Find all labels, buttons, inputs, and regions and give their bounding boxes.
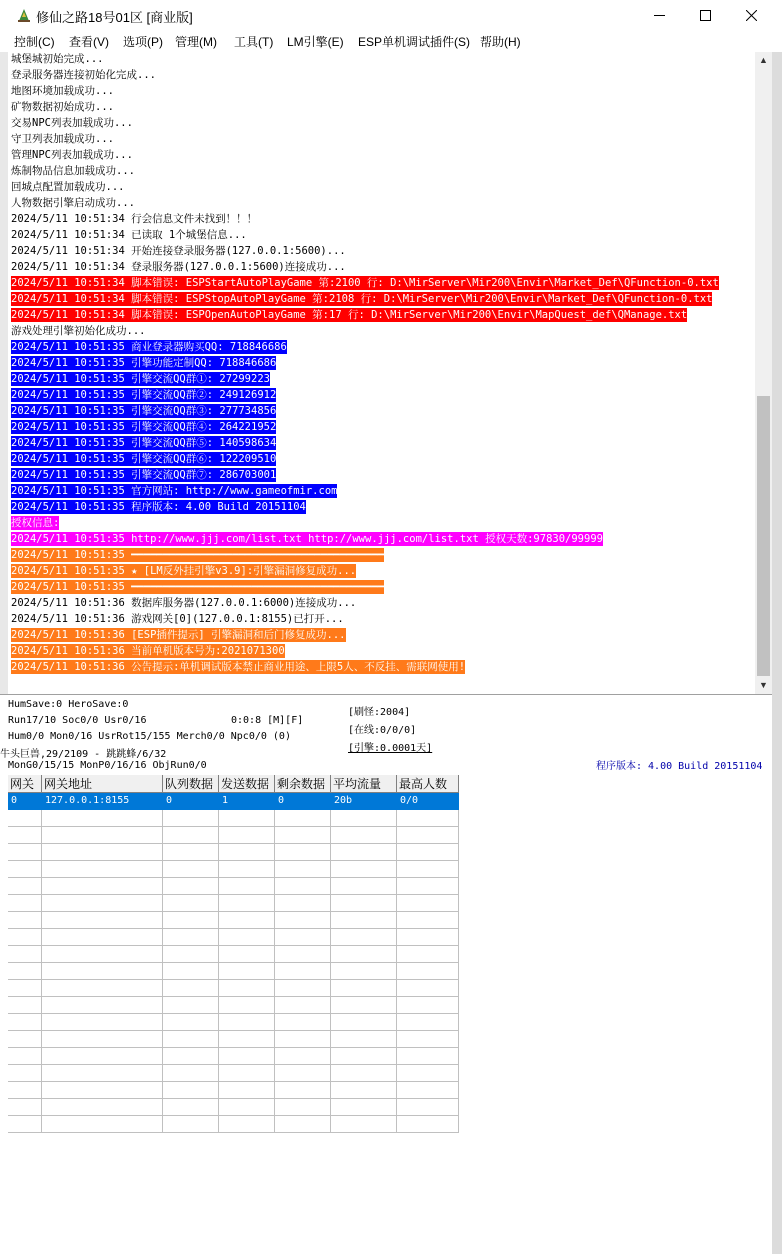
log-line: 管理NPC列表加载成功... bbox=[11, 149, 133, 161]
table-row[interactable] bbox=[8, 1116, 459, 1133]
log-line: 地图环境加载成功... bbox=[11, 85, 114, 97]
table-cell bbox=[42, 1082, 163, 1099]
table-cell bbox=[163, 844, 219, 861]
table-cell bbox=[163, 878, 219, 895]
table-cell bbox=[8, 946, 42, 963]
table-cell bbox=[397, 1099, 459, 1116]
menu-help[interactable]: 帮助(H) bbox=[480, 35, 521, 49]
table-row[interactable] bbox=[8, 1048, 459, 1065]
table-cell: 0 bbox=[163, 793, 219, 810]
table-cell bbox=[331, 912, 397, 929]
table-cell bbox=[397, 1082, 459, 1099]
table-cell bbox=[219, 980, 275, 997]
table-cell bbox=[219, 997, 275, 1014]
table-cell bbox=[219, 1065, 275, 1082]
column-header[interactable]: 最高人数 bbox=[397, 775, 459, 793]
scroll-down-icon[interactable]: ▼ bbox=[759, 680, 768, 690]
log-line: 守卫列表加载成功... bbox=[11, 133, 114, 145]
table-row[interactable] bbox=[8, 1014, 459, 1031]
table-cell bbox=[8, 861, 42, 878]
table-cell: 127.0.0.1:8155 bbox=[42, 793, 163, 810]
table-cell bbox=[8, 929, 42, 946]
table-cell bbox=[8, 963, 42, 980]
table-cell bbox=[219, 878, 275, 895]
table-cell bbox=[8, 844, 42, 861]
table-cell bbox=[8, 1014, 42, 1031]
table-cell bbox=[275, 1099, 331, 1116]
table-cell bbox=[42, 1116, 163, 1133]
menu-manage[interactable]: 管理(M) bbox=[175, 35, 217, 49]
table-cell bbox=[219, 810, 275, 827]
close-icon bbox=[746, 10, 757, 21]
log-line: 2024/5/11 10:51:35 引擎交流QQ群②: 249126912 bbox=[11, 389, 277, 401]
table-cell bbox=[275, 861, 331, 878]
table-cell bbox=[219, 844, 275, 861]
table-cell bbox=[163, 861, 219, 878]
close-button[interactable] bbox=[728, 0, 774, 30]
table-cell bbox=[42, 912, 163, 929]
table-cell bbox=[8, 895, 42, 912]
table-cell bbox=[163, 895, 219, 912]
status-monster: 牛头巨兽,29/2109 - 跳跳蜂/6/32 bbox=[0, 749, 167, 760]
log-line: 2024/5/11 10:51:35 引擎交流QQ群⑦: 286703001 bbox=[11, 469, 277, 481]
table-cell bbox=[8, 997, 42, 1014]
table-cell bbox=[42, 1048, 163, 1065]
table-cell bbox=[397, 827, 459, 844]
table-cell bbox=[42, 963, 163, 980]
table-row[interactable] bbox=[8, 946, 459, 963]
table-cell bbox=[42, 980, 163, 997]
table-cell: 0 bbox=[275, 793, 331, 810]
log-scrollbar[interactable] bbox=[755, 52, 772, 694]
table-cell bbox=[163, 929, 219, 946]
status-engine: [引擎:0.0001天] bbox=[348, 743, 433, 754]
table-cell bbox=[219, 929, 275, 946]
table-cell bbox=[8, 810, 42, 827]
table-row[interactable] bbox=[8, 997, 459, 1014]
table-cell bbox=[8, 912, 42, 929]
table-cell bbox=[397, 878, 459, 895]
table-cell bbox=[275, 1116, 331, 1133]
log-line: 2024/5/11 10:51:35 引擎交流QQ群⑥: 122209510 bbox=[11, 453, 277, 465]
table-cell bbox=[8, 1048, 42, 1065]
table-cell bbox=[397, 1048, 459, 1065]
table-cell: 0 bbox=[8, 793, 42, 810]
log-line: 授权信息: bbox=[11, 517, 60, 529]
table-row[interactable] bbox=[8, 844, 459, 861]
log-line: 2024/5/11 10:51:35 http://www.jjj.com/list.txt http://www.jjj.com/list.txt 授权天数:97830/99999 bbox=[11, 533, 603, 545]
table-cell bbox=[219, 1031, 275, 1048]
table-row[interactable] bbox=[8, 1082, 459, 1099]
table-cell bbox=[163, 997, 219, 1014]
column-header[interactable]: 发送数据 bbox=[219, 775, 275, 793]
table-cell bbox=[275, 810, 331, 827]
column-header[interactable]: 剩余数据 bbox=[275, 775, 331, 793]
table-cell bbox=[219, 1116, 275, 1133]
log-line: 2024/5/11 10:51:34 行会信息文件未找到！！！ bbox=[11, 213, 258, 225]
table-row[interactable] bbox=[8, 912, 459, 929]
log-line: 2024/5/11 10:51:34 已读取 1个城堡信息... bbox=[11, 229, 247, 241]
table-cell bbox=[275, 929, 331, 946]
status-save: HumSave:0 HeroSave:0 bbox=[8, 699, 129, 710]
table-cell bbox=[219, 912, 275, 929]
column-header[interactable]: 网关 bbox=[8, 775, 42, 793]
table-cell: 20b bbox=[331, 793, 397, 810]
table-cell bbox=[163, 980, 219, 997]
table-cell bbox=[219, 1014, 275, 1031]
table-cell bbox=[8, 1082, 42, 1099]
table-cell bbox=[275, 980, 331, 997]
log-line: 2024/5/11 10:51:35 ━━━━━━━━━━━━━━━━━━━━━━━━━━━━━━━━━━━━━━━━ bbox=[11, 581, 384, 593]
column-header[interactable]: 队列数据 bbox=[163, 775, 219, 793]
table-cell bbox=[397, 844, 459, 861]
log-line: 2024/5/11 10:51:35 引擎交流QQ群③: 277734856 bbox=[11, 405, 277, 417]
table-row[interactable] bbox=[8, 895, 459, 912]
table-cell bbox=[163, 1082, 219, 1099]
left-edge bbox=[0, 52, 8, 697]
table-cell bbox=[397, 963, 459, 980]
log-line: 2024/5/11 10:51:34 开始连接登录服务器(127.0.0.1:5600)... bbox=[11, 245, 346, 257]
table-cell bbox=[42, 861, 163, 878]
log-line: 2024/5/11 10:51:35 引擎交流QQ群⑤: 140598634 bbox=[11, 437, 277, 449]
log-line: 游戏处理引擎初始化成功... bbox=[11, 325, 146, 337]
table-cell bbox=[331, 1014, 397, 1031]
table-cell bbox=[397, 1116, 459, 1133]
status-online: [在线:0/0/0] bbox=[348, 725, 417, 736]
table-cell bbox=[397, 929, 459, 946]
table-cell bbox=[8, 1065, 42, 1082]
scroll-thumb[interactable] bbox=[757, 396, 770, 676]
table-cell bbox=[219, 946, 275, 963]
table-row[interactable] bbox=[8, 1099, 459, 1116]
table-cell bbox=[397, 895, 459, 912]
menu-esp-plugin[interactable]: ESP单机调试插件(S) bbox=[358, 35, 471, 49]
table-cell bbox=[331, 1065, 397, 1082]
table-cell bbox=[275, 1082, 331, 1099]
table-cell bbox=[275, 946, 331, 963]
table-cell bbox=[331, 929, 397, 946]
log-line: 2024/5/11 10:51:36 数据库服务器(127.0.0.1:6000)连接成功... bbox=[11, 597, 357, 609]
status-hum: Hum0/0 Mon0/16 UsrRot15/155 Merch0/0 Npc0/0 (0) bbox=[8, 731, 291, 742]
column-header[interactable]: 网关地址 bbox=[42, 775, 163, 793]
log-line: 2024/5/11 10:51:36 当前单机版本号为:2021071300 bbox=[11, 645, 285, 657]
table-cell bbox=[275, 912, 331, 929]
column-header[interactable]: 平均流量 bbox=[331, 775, 397, 793]
table-row[interactable] bbox=[8, 793, 459, 810]
log-line: 2024/5/11 10:51:35 ━━━━━━━━━━━━━━━━━━━━━━━━━━━━━━━━━━━━━━━━ bbox=[11, 549, 384, 561]
maximize-icon bbox=[700, 10, 711, 21]
table-cell bbox=[163, 1065, 219, 1082]
table-row[interactable] bbox=[8, 878, 459, 895]
table-cell bbox=[42, 1031, 163, 1048]
table-cell bbox=[8, 1099, 42, 1116]
log-line: 2024/5/11 10:51:36 游戏网关[0](127.0.0.1:8155)已打开... bbox=[11, 613, 344, 625]
table-cell bbox=[331, 980, 397, 997]
status-version: 程序版本: 4.00 Build 20151104 bbox=[596, 761, 763, 772]
table-cell bbox=[219, 827, 275, 844]
status-time: 0:0:8 [M][F] bbox=[231, 715, 304, 726]
table-cell: 0/0 bbox=[397, 793, 459, 810]
log-line: 矿物数据初始成功... bbox=[11, 101, 114, 113]
log-line: 2024/5/11 10:51:34 登录服务器(127.0.0.1:5600)连接成功... bbox=[11, 261, 346, 273]
table-cell bbox=[331, 997, 397, 1014]
table-cell bbox=[397, 980, 459, 997]
minimize-button[interactable] bbox=[636, 0, 682, 30]
table-cell bbox=[397, 912, 459, 929]
log-line: 2024/5/11 10:51:36 公告提示:单机调试版本禁止商业用途、上限5人、不反挂、需联网使用! bbox=[11, 661, 466, 673]
table-cell bbox=[219, 963, 275, 980]
table-cell bbox=[8, 980, 42, 997]
table-cell bbox=[275, 878, 331, 895]
table-cell bbox=[219, 1082, 275, 1099]
log-line: 炼制物品信息加载成功... bbox=[11, 165, 135, 177]
table-cell bbox=[163, 1031, 219, 1048]
table-cell bbox=[331, 844, 397, 861]
table-cell bbox=[163, 963, 219, 980]
log-line: 2024/5/11 10:51:34 脚本错误: ESPStartAutoPlayGame 第:2100 行: D:\MirServer\Mir200\Envir\Market_Def\QFunction-0.txt bbox=[11, 277, 719, 289]
table-row[interactable] bbox=[8, 827, 459, 844]
table-cell bbox=[8, 1031, 42, 1048]
table-cell bbox=[8, 878, 42, 895]
table-row[interactable] bbox=[8, 963, 459, 980]
log-line: 人物数据引擎启动成功... bbox=[11, 197, 135, 209]
table-cell bbox=[163, 810, 219, 827]
title-bar[interactable] bbox=[0, 0, 782, 30]
table-cell bbox=[397, 810, 459, 827]
table-cell bbox=[275, 844, 331, 861]
log-line: 2024/5/11 10:51:35 官方网站: http://www.gameofmir.com bbox=[11, 485, 338, 497]
table-cell bbox=[219, 895, 275, 912]
menu-control[interactable]: 控制(C) bbox=[14, 35, 55, 49]
status-run: Run17/10 Soc0/0 Usr0/16 bbox=[8, 715, 147, 726]
gateway-table[interactable] bbox=[8, 775, 459, 1132]
table-cell bbox=[331, 878, 397, 895]
minimize-icon bbox=[654, 10, 665, 21]
table-cell bbox=[42, 929, 163, 946]
table-cell bbox=[42, 895, 163, 912]
table-cell bbox=[331, 1116, 397, 1133]
table-cell bbox=[397, 1031, 459, 1048]
app-icon bbox=[16, 7, 32, 23]
log-line: 登录服务器连接初始化完成... bbox=[11, 69, 156, 81]
table-cell bbox=[163, 1116, 219, 1133]
status-refresh: [刷怪:2004] bbox=[348, 707, 411, 718]
log-line: 交易NPC列表加载成功... bbox=[11, 117, 133, 129]
menu-options[interactable]: 选项(P) bbox=[123, 35, 163, 49]
table-cell bbox=[163, 1099, 219, 1116]
table-cell bbox=[163, 912, 219, 929]
table-cell bbox=[331, 827, 397, 844]
table-cell bbox=[8, 1116, 42, 1133]
table-cell bbox=[163, 946, 219, 963]
right-edge bbox=[772, 52, 782, 1254]
table-cell bbox=[397, 1065, 459, 1082]
table-row[interactable] bbox=[8, 810, 459, 827]
table-row[interactable] bbox=[8, 861, 459, 878]
menu-bar bbox=[0, 30, 782, 52]
table-cell bbox=[42, 810, 163, 827]
table-cell bbox=[8, 827, 42, 844]
table-row[interactable] bbox=[8, 980, 459, 997]
table-row[interactable] bbox=[8, 1065, 459, 1082]
table-cell bbox=[42, 946, 163, 963]
table-cell bbox=[163, 827, 219, 844]
table-row[interactable] bbox=[8, 929, 459, 946]
table-cell bbox=[331, 963, 397, 980]
scroll-up-icon[interactable]: ▲ bbox=[759, 55, 768, 65]
table-cell bbox=[275, 963, 331, 980]
table-cell bbox=[331, 946, 397, 963]
table-cell bbox=[42, 997, 163, 1014]
table-cell bbox=[275, 997, 331, 1014]
table-cell: 1 bbox=[219, 793, 275, 810]
maximize-button[interactable] bbox=[682, 0, 728, 30]
table-cell bbox=[397, 1014, 459, 1031]
table-cell bbox=[219, 861, 275, 878]
table-cell bbox=[163, 1048, 219, 1065]
table-cell bbox=[331, 1031, 397, 1048]
log-panel[interactable] bbox=[8, 52, 755, 694]
table-cell bbox=[42, 844, 163, 861]
log-line: 2024/5/11 10:51:36 [ESP插件提示] 引擎漏洞和后门修复成功... bbox=[11, 629, 346, 641]
log-line: 2024/5/11 10:51:35 商业登录器购买QQ: 718846686 bbox=[11, 341, 287, 353]
table-cell bbox=[275, 827, 331, 844]
table-cell bbox=[331, 861, 397, 878]
status-panel bbox=[0, 694, 772, 775]
table-cell bbox=[397, 861, 459, 878]
table-cell bbox=[275, 1048, 331, 1065]
log-line: 城堡城初始完成... bbox=[11, 53, 104, 65]
table-cell bbox=[275, 1031, 331, 1048]
table-cell bbox=[219, 1048, 275, 1065]
table-cell bbox=[42, 1014, 163, 1031]
table-cell bbox=[219, 1099, 275, 1116]
log-line: 回城点配置加载成功... bbox=[11, 181, 125, 193]
log-line: 2024/5/11 10:51:34 脚本错误: ESPStopAutoPlayGame 第:2108 行: D:\MirServer\Mir200\Envir\Market_Def\QFunction-0.txt bbox=[11, 293, 713, 305]
table-cell bbox=[42, 878, 163, 895]
table-cell bbox=[397, 997, 459, 1014]
table-cell bbox=[163, 1014, 219, 1031]
table-cell bbox=[42, 1099, 163, 1116]
menu-lm-engine[interactable]: LM引擎(E) bbox=[287, 35, 344, 49]
table-cell bbox=[42, 1065, 163, 1082]
table-cell bbox=[275, 1065, 331, 1082]
log-line: 2024/5/11 10:51:35 引擎功能定制QQ: 718846686 bbox=[11, 357, 277, 369]
table-row[interactable] bbox=[8, 1031, 459, 1048]
table-cell bbox=[331, 1048, 397, 1065]
log-line: 2024/5/11 10:51:35 引擎交流QQ群①: 27299223 bbox=[11, 373, 270, 385]
window-title: 修仙之路18号01区 [商业版] bbox=[36, 10, 193, 25]
log-line: 2024/5/11 10:51:35 程序版本: 4.00 Build 20151104 bbox=[11, 501, 306, 513]
table-cell bbox=[275, 1014, 331, 1031]
log-line: 2024/5/11 10:51:34 脚本错误: ESPOpenAutoPlayGame 第:17 行: D:\MirServer\Mir200\Envir\MapQuest_def\QManage.txt bbox=[11, 309, 688, 321]
table-cell bbox=[331, 895, 397, 912]
table-cell bbox=[275, 895, 331, 912]
table-cell bbox=[331, 810, 397, 827]
log-line: 2024/5/11 10:51:35 ★ [LM反外挂引擎v3.9]:引擎漏洞修复成功... bbox=[11, 565, 357, 577]
menu-tools[interactable]: 工具(T) bbox=[234, 35, 274, 49]
menu-view[interactable]: 查看(V) bbox=[69, 35, 109, 49]
table-cell bbox=[42, 827, 163, 844]
table-cell bbox=[331, 1082, 397, 1099]
table-cell bbox=[331, 1099, 397, 1116]
table-cell bbox=[397, 946, 459, 963]
status-mong: MonG0/15/15 MonP0/16/16 ObjRun0/0 bbox=[8, 760, 207, 771]
log-line: 2024/5/11 10:51:35 引擎交流QQ群④: 264221952 bbox=[11, 421, 277, 433]
